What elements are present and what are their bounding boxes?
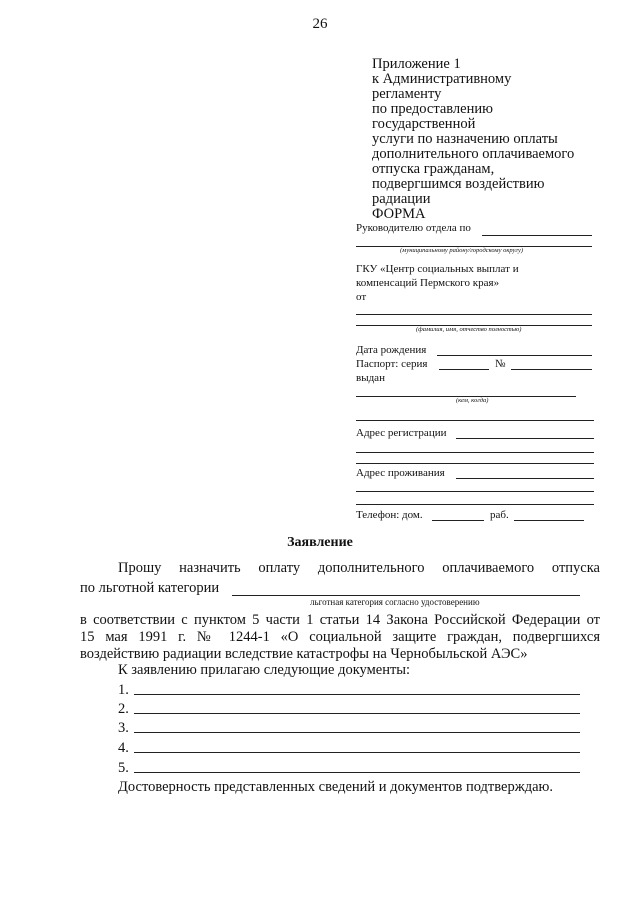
fio-caption: (фамилия, имя, отчество полностью) (416, 326, 522, 333)
home-phone-field[interactable] (432, 520, 484, 521)
reg-address-field[interactable] (456, 438, 594, 439)
statement-line-1: Прошу назначить оплату дополнительного оплачиваемого отпуска (118, 560, 600, 576)
appendix-line: отпуска гражданам, (372, 161, 495, 177)
reg-address-field-3[interactable] (356, 463, 594, 464)
statement-line-3: в соответствии с пунктом 5 части 1 статьи 14 Закона Российской Федерации от (80, 612, 600, 628)
category-field[interactable] (232, 595, 580, 596)
statement-line-4: 15 мая 1991 г. № 1244-1 «О социальной защите граждан, подвергшихся (80, 629, 600, 645)
live-address-field-2[interactable] (356, 491, 594, 492)
appendix-line: дополнительного оплачиваемого (372, 146, 575, 162)
attach-label: К заявлению прилагаю следующие документы: (118, 662, 411, 678)
birth-date-field[interactable] (437, 355, 592, 356)
statement-title: Заявление (287, 535, 353, 550)
appendix-line: по предоставлению (372, 101, 493, 117)
org-line-2: компенсаций Пермского края» (356, 277, 500, 289)
document-field[interactable] (134, 694, 580, 695)
appendix-line: к Административному (372, 71, 512, 87)
appendix-line: Приложение 1 (372, 56, 461, 72)
reg-address-field-2[interactable] (356, 452, 594, 453)
appendix-line: регламенту (372, 86, 442, 102)
issued-label: выдан (356, 372, 385, 384)
reg-address-label: Адрес регистрации (356, 427, 447, 439)
appendix-line: подвергшимся воздействию (372, 176, 545, 192)
form-label: ФОРМА (372, 206, 426, 222)
head-label: Руководителю отдела по (356, 222, 471, 234)
document-field[interactable] (134, 752, 580, 753)
district-field-line[interactable] (482, 235, 592, 236)
passport-number-field[interactable] (511, 369, 592, 370)
phone-label: Телефон: дом. (356, 509, 423, 521)
work-phone-field[interactable] (514, 520, 584, 521)
document-field[interactable] (134, 713, 580, 714)
birth-label: Дата рождения (356, 344, 427, 356)
statement-line-5: воздействию радиации вследствие катастрофы на Чернобыльской АЭС» (80, 646, 528, 662)
district-caption: (муниципальному району/городскому округу) (400, 247, 524, 254)
appendix-line: услуги по назначению оплаты (372, 131, 558, 147)
document-number: 4. (118, 740, 129, 756)
appendix-header (372, 57, 574, 222)
passport-label: Паспорт: серия (356, 358, 428, 370)
appendix-line: государственной (372, 116, 476, 132)
document-field[interactable] (134, 772, 580, 773)
document-field[interactable] (134, 732, 580, 733)
document-number: 2. (118, 701, 129, 717)
document-number: 5. (118, 760, 129, 776)
passport-series-field[interactable] (439, 369, 489, 370)
document-number: 3. (118, 720, 129, 736)
org-line-1: ГКУ «Центр социальных выплат и (356, 263, 519, 275)
issued-caption: (кем, когда) (456, 397, 489, 404)
appendix-line: радиации (372, 191, 431, 207)
live-address-label: Адрес проживания (356, 467, 445, 479)
work-phone-label: раб. (490, 509, 509, 521)
confirmation-text: Достоверность представленных сведений и документов подтверждаю. (118, 779, 553, 795)
page-number: 26 (312, 16, 328, 32)
category-label: по льготной категории (80, 580, 220, 596)
document-number: 1. (118, 682, 129, 698)
passport-number-label: № (495, 358, 506, 370)
from-label: от (356, 291, 367, 303)
issued-field-line-2[interactable] (356, 420, 594, 421)
fio-field-line[interactable] (356, 314, 592, 315)
live-address-field[interactable] (456, 478, 594, 479)
live-address-field-3[interactable] (356, 504, 594, 505)
category-caption: льготная категория согласно удостоверению (310, 597, 480, 607)
